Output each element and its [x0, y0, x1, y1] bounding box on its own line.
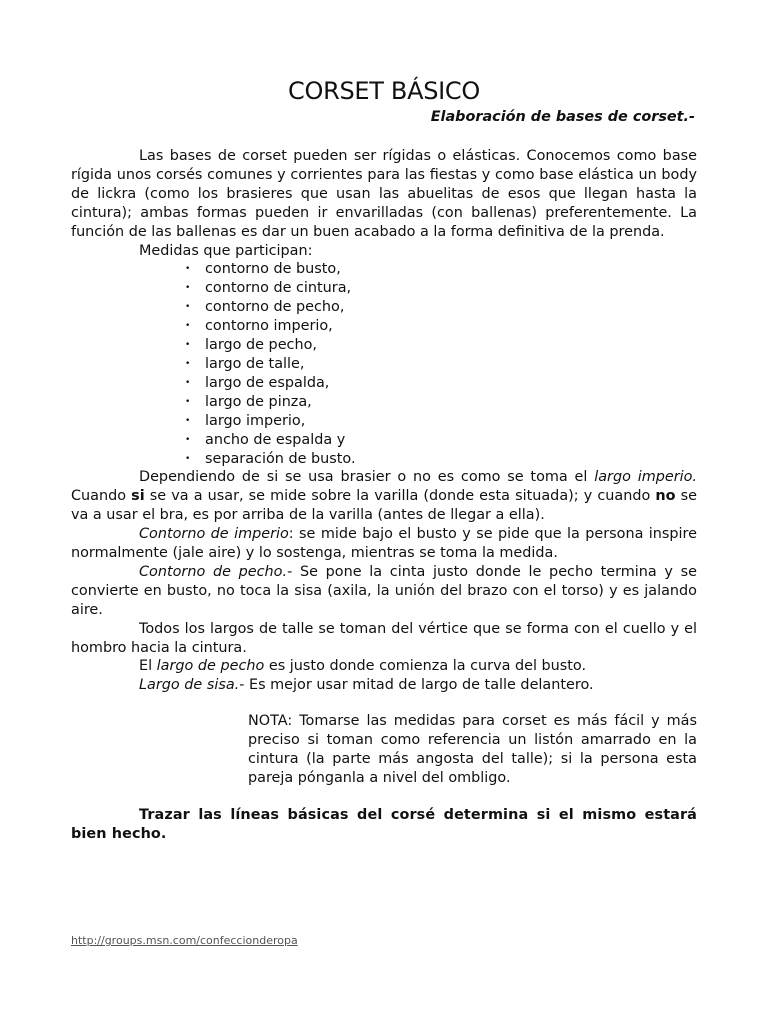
list-item: • contorno de cintura,	[185, 279, 697, 298]
brasier-paragraph	[71, 468, 697, 525]
sisa-text: - Es mejor usar mitad de largo de talle delantero.	[239, 677, 594, 694]
pecho-paragraph	[71, 563, 697, 620]
intro-paragraph: Las bases de corset pueden ser rígidas o elásticas. Conocemos como base rígida unos corsés comunes y corrientes para las fiestas y como base elástica un body de lickra (como los brasieres que usan las abuelitas de esos que llegan hasta la cintura); ambas formas pueden ir envarilladas (con ballenas) preferentemente. La función de las ballenas es dar un buen acabado a la forma definitiva de la prenda.	[71, 148, 697, 240]
largo-imperio-term: largo imperio.	[594, 469, 698, 486]
pecho-text: - Se pone la cinta justo donde le pecho termina y se convierte en busto, no toca la sisa (axila, la unión del brazo con el torso) y es jalando aire.	[71, 563, 697, 618]
largo-pecho-term: largo de pecho	[156, 658, 265, 675]
list-item: • largo de pecho,	[185, 336, 697, 355]
largo-sisa-term: Largo de sisa.	[139, 677, 240, 694]
brasier-text: Dependiendo de si se usa brasier o no es como se toma el	[139, 469, 595, 486]
sisa-paragraph	[71, 676, 697, 695]
list-item: • contorno de busto,	[185, 260, 697, 279]
document-body	[71, 147, 697, 695]
page-title: CORSET BÁSICO	[288, 77, 480, 105]
brasier-text: se va a usar el bra, es por arriba de la varilla (antes de llegar a ella).	[71, 488, 697, 524]
imperio-paragraph	[71, 525, 697, 563]
footer-link[interactable]: http://groups.msn.com/confeccionderopa	[71, 934, 298, 947]
page-subtitle: Elaboración de bases de corset.-	[430, 109, 695, 125]
brasier-text: Cuando	[71, 488, 132, 505]
largos-paragraph: Todos los largos de talle se toman del vértice que se forma con el cuello y el hombro hacia la cintura.	[71, 620, 697, 656]
measures-heading: Medidas que participan:	[139, 242, 313, 259]
list-item: • ancho de espalda y	[185, 431, 697, 450]
list-item: • separación de busto.	[185, 450, 697, 469]
largo-pecho-paragraph	[71, 657, 697, 676]
list-item: • largo de pinza,	[185, 393, 697, 412]
closing-statement: Trazar las líneas básicas del corsé determina si el mismo estará bien hecho.	[71, 807, 697, 842]
list-item: • contorno imperio,	[185, 317, 697, 336]
list-item: • contorno de pecho,	[185, 298, 697, 317]
no-emphasis: no	[655, 488, 676, 505]
imperio-text: : se mide bajo el busto y se pide que la persona inspire normalmente (jale aire) y lo sostenga, mientras se toma la medida.	[71, 526, 697, 562]
measures-list	[71, 260, 697, 468]
list-item: • largo imperio,	[185, 412, 697, 431]
list-item: • largo de espalda,	[185, 374, 697, 393]
brasier-text: se va a usar, se mide sobre la varilla (donde esta situada); y cuando	[144, 488, 656, 505]
contorno-pecho-term: Contorno de pecho.	[139, 563, 288, 580]
nota-paragraph: NOTA: Tomarse las medidas para corset es más fácil y más preciso si toman como referencia un listón amarrado en la cintura (la parte más angosta del talle); si la persona esta pareja pónganla a nivel del ombligo.	[248, 713, 697, 786]
contorno-imperio-term: Contorno de imperio	[139, 526, 289, 543]
largo-pecho-text: El	[139, 658, 157, 675]
si-emphasis: si	[131, 488, 145, 505]
list-item: • largo de talle,	[185, 355, 697, 374]
largo-pecho-text: es justo donde comienza la curva del busto.	[264, 658, 587, 675]
